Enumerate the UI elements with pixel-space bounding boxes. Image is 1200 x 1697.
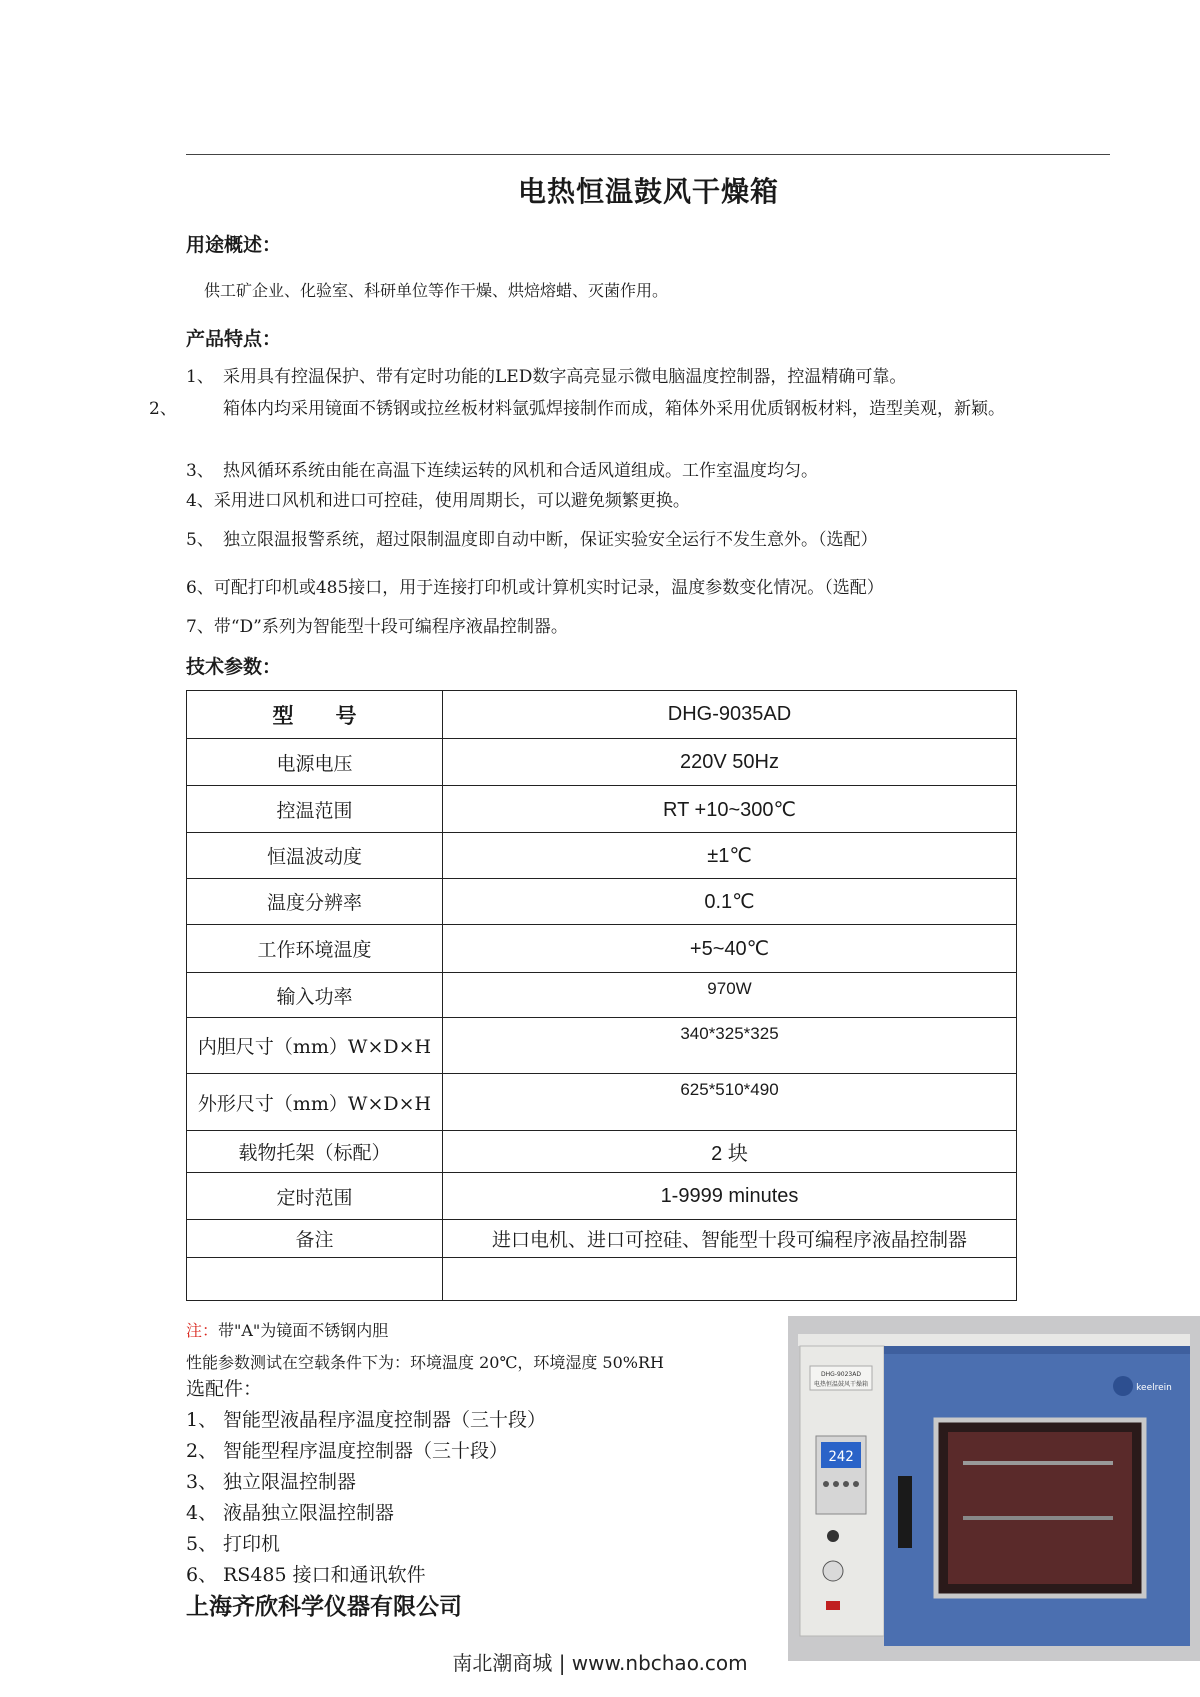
list-item: 3、 独立限温控制器 <box>186 1471 357 1493</box>
spec-table <box>186 690 1017 1301</box>
usage-heading: 用途概述： <box>186 234 282 256</box>
table-row <box>187 786 1017 833</box>
photo-label-model: DHG-9023AD <box>821 1371 861 1378</box>
spec-value: 220V 50Hz <box>443 739 1017 786</box>
table-row <box>187 833 1017 879</box>
table-row <box>187 1074 1017 1131</box>
list-item: 6、 RS485 接口和通讯软件 <box>186 1564 426 1586</box>
feature-item: 7、带“D”系列为智能型十段可编程序液晶控制器。 <box>186 617 568 637</box>
document-title: 电热恒温鼓风干燥箱 <box>517 175 779 208</box>
table-row <box>187 1131 1017 1173</box>
spec-key: 备注 <box>187 1220 443 1258</box>
list-item: 1、 智能型液晶程序温度控制器（三十段） <box>186 1409 547 1431</box>
spec-key: 定时范围 <box>187 1173 443 1220</box>
table-row <box>187 925 1017 973</box>
table-row <box>187 1173 1017 1220</box>
table-row <box>187 691 1017 739</box>
options-heading: 选配件： <box>186 1378 263 1400</box>
photo-label-name: 电热恒温鼓风干燥箱 <box>813 1381 869 1388</box>
spec-key: 载物托架（标配） <box>187 1131 443 1173</box>
spec-key <box>187 1258 443 1301</box>
photo-display: 242 <box>828 1449 854 1465</box>
spec-value: RT +10~300℃ <box>443 786 1017 833</box>
feature-item: 4、采用进口风机和进口可控硅，使用周期长，可以避免频繁更换。 <box>186 491 690 511</box>
feature-item: 3、 热风循环系统由能在高温下连续运转的风机和合适风道组成。工作室温度均匀。 <box>186 461 818 481</box>
list-item: 5、 打印机 <box>186 1533 281 1555</box>
table-row <box>187 739 1017 786</box>
spec-key: 外形尺寸（mm）W×D×H <box>187 1074 443 1131</box>
spec-value: ±1℃ <box>443 833 1017 879</box>
feature-item: 1、 采用具有控温保护、带有定时功能的LED数字高亮显示微电脑温度控制器，控温精确可靠。 <box>186 367 907 387</box>
spec-key: 恒温波动度 <box>187 833 443 879</box>
feature-item: 6、可配打印机或485接口，用于连接打印机或计算机实时记录，温度参数变化情况。（选配） <box>186 578 884 598</box>
spec-key: 温度分辨率 <box>187 879 443 925</box>
features-heading: 产品特点： <box>186 328 282 350</box>
note-line <box>186 1318 388 1341</box>
test-condition-note: 性能参数测试在空载条件下为：环境温度 20℃，环境湿度 50%RH <box>186 1353 664 1372</box>
table-row <box>187 1258 1017 1301</box>
spec-value: 进口电机、进口可控硅、智能型十段可编程序液晶控制器 <box>443 1220 1017 1258</box>
spec-value: 625*510*490 <box>443 1074 1017 1131</box>
spec-value: 970W <box>443 973 1017 1018</box>
feature-item: 2、 箱体内均采用镜面不锈钢或拉丝板材料氩弧焊接制作而成，箱体外采用优质钢板材料，造型美观，新颖。 <box>149 399 1005 419</box>
note-text: 带"A"为镜面不锈钢内胆 <box>218 1321 389 1340</box>
header-rule <box>186 154 1110 155</box>
table-row <box>187 1220 1017 1258</box>
note-label: 注： <box>186 1321 219 1340</box>
usage-text: 供工矿企业、化验室、科研单位等作干燥、烘焙熔蜡、灭菌作用。 <box>204 281 669 300</box>
list-item: 4、 液晶独立限温控制器 <box>186 1502 395 1524</box>
specs-heading: 技术参数： <box>186 656 282 678</box>
spec-value: 2 块 <box>443 1131 1017 1173</box>
footer-text: 南北潮商城 | www.nbchao.com <box>452 1651 748 1675</box>
list-item: 2、 智能型程序温度控制器（三十段） <box>186 1440 509 1462</box>
feature-item: 5、 独立限温报警系统，超过限制温度即自动中断，保证实验安全运行不发生意外。（选配） <box>186 530 878 550</box>
spec-key: 内胆尺寸（mm）W×D×H <box>187 1018 443 1074</box>
spec-key: 电源电压 <box>187 739 443 786</box>
table-row <box>187 879 1017 925</box>
spec-value: 1-9999 minutes <box>443 1173 1017 1220</box>
spec-key: 工作环境温度 <box>187 925 443 973</box>
spec-value <box>443 1258 1017 1301</box>
spec-value: 0.1℃ <box>443 879 1017 925</box>
spec-value: +5~40℃ <box>443 925 1017 973</box>
table-row <box>187 973 1017 1018</box>
product-photo <box>788 1316 1200 1661</box>
spec-key: 控温范围 <box>187 786 443 833</box>
spec-key: 输入功率 <box>187 973 443 1018</box>
company-name: 上海齐欣科学仪器有限公司 <box>186 1593 462 1620</box>
spec-value: DHG-9035AD <box>443 691 1017 739</box>
spec-value: 340*325*325 <box>443 1018 1017 1074</box>
photo-brand: keelrein <box>1136 1383 1172 1393</box>
spec-key: 型 号 <box>187 691 443 739</box>
table-row <box>187 1018 1017 1074</box>
